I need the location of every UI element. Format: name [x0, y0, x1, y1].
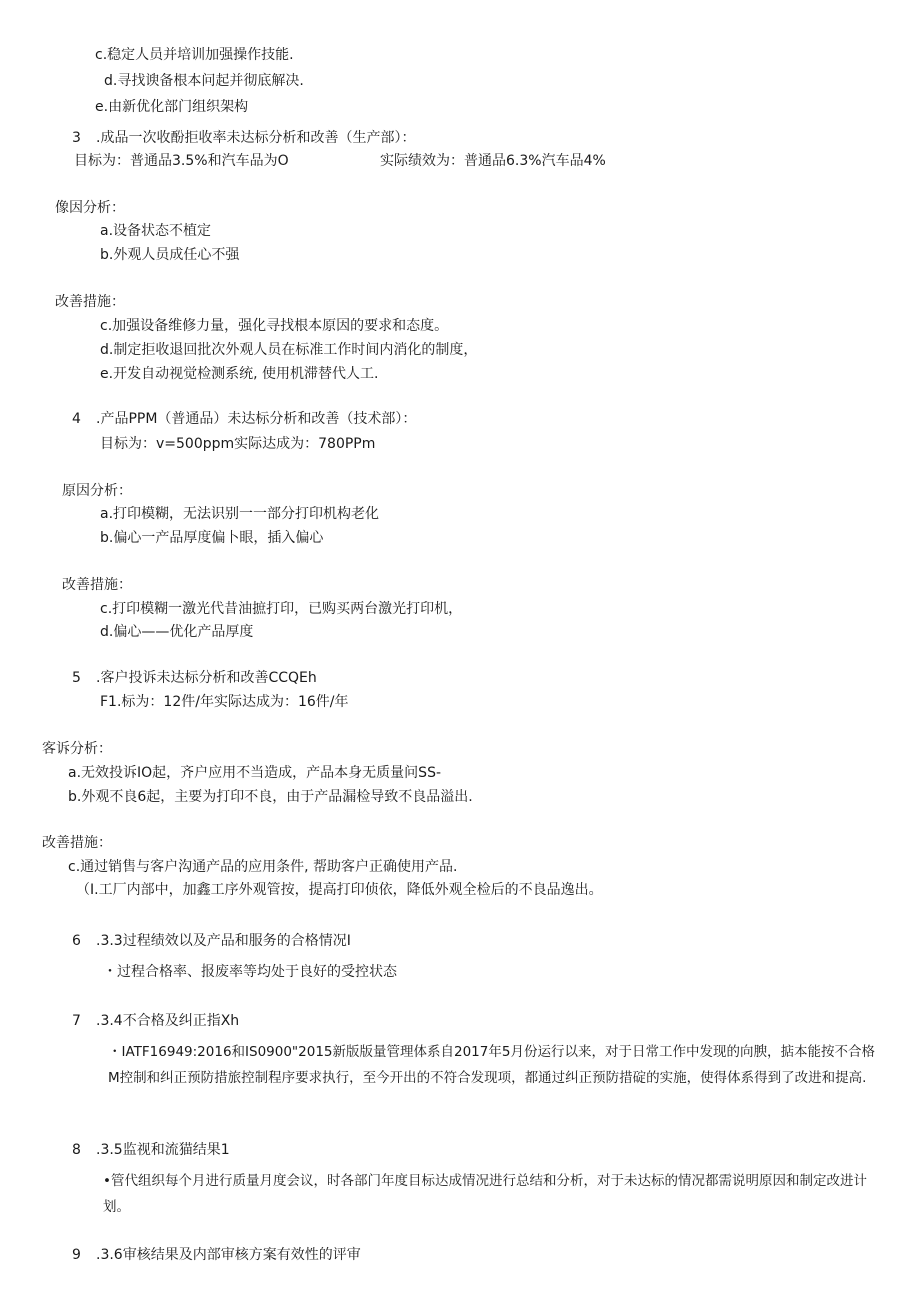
section-number: 3	[72, 130, 81, 146]
section-number: 4	[72, 411, 81, 427]
bullet-paragraph: •管代组织每个月进行质量月度会议，时各部门年度目标达成情况进行总结和分析，对于未达标的情况都需说明原因和制定改进计划。	[103, 1173, 867, 1215]
list-item: （I.工厂内部中，加鑫工序外观管按，提高打印侦依，降低外观全检后的不良品逸出。	[76, 882, 603, 898]
list-item: e.由新优化部门组织架构	[95, 99, 249, 115]
section-number: 9	[72, 1247, 81, 1263]
section-number: 7	[72, 1013, 81, 1029]
list-item: e.开发自动视觉检测系统, 使用机滞替代人工.	[100, 366, 379, 382]
cause-heading: 原因分析：	[62, 483, 132, 499]
improvement-heading: 改善措施：	[55, 294, 125, 310]
section-number: 5	[72, 670, 81, 686]
list-item: d.偏心——优化产品厚度	[100, 624, 254, 640]
list-item: c.打印模糊一激光代昔油摭打印，已购买两台激光打印机，	[100, 601, 463, 617]
list-item: a.无效投诉IO起，齐户应用不当造成，产品本身无质量问SS-	[68, 765, 442, 781]
section-number: 6	[72, 933, 81, 949]
list-item: c.通过销售与客户沟通产品的应用条件, 帮助客户正确使用产品.	[68, 859, 458, 875]
section-title: .3.6审核结果及内部审核方案有效性的评审	[96, 1247, 361, 1263]
list-item: c.加强设备维修力量，强化寻找根本原因的要求和态度。	[100, 318, 449, 334]
section-number: 8	[72, 1142, 81, 1158]
list-item: c.稳定人员并培训加强操作技能.	[95, 47, 294, 63]
list-item: a.设备状态不植定	[100, 223, 212, 239]
section-title: .成品一次收酚拒收率未达标分析和改善（生产部）：	[96, 130, 416, 146]
list-item: a.打印模糊，无法识别一一部分打印机构老化	[100, 506, 380, 522]
target-text: 目标为：v=500ppm实际达成为：780PPm	[100, 436, 376, 452]
list-item: b.偏心一产品厚度偏卜眼，插入偏心	[100, 530, 324, 546]
list-item: d.寻找谀备根本问起并彻底解决.	[104, 73, 304, 89]
bullet-item: ・过程合格率、报废率等均处于良好的受控状态	[103, 964, 397, 980]
list-item: b.外观不良6起，主要为打印不良，由于产品漏检导致不良品溢出.	[68, 789, 473, 805]
list-item: b.外观人员成任心不强	[100, 247, 240, 263]
section-title: .客户投诉未达标分析和改善CCQEh	[96, 670, 317, 686]
target-text: F1.标为：12件/年实际达成为：16件/年	[100, 694, 349, 710]
target-text: 目标为：普通品3.5%和汽车品为O	[74, 153, 289, 169]
section-title: .产品PPM（普通品）未达标分析和改善（技术部）：	[96, 411, 417, 427]
section-title: .3.4不合格及纠正指Xh	[96, 1013, 240, 1029]
list-item: d.制定拒收退回批次外观人员在标准工作时间内消化的制度，	[100, 342, 478, 358]
improvement-heading: 改善措施：	[62, 577, 132, 593]
actual-text: 实际绩效为：普通品6.3%汽车品4%	[380, 153, 606, 169]
section-title: .3.5监视和流猫结果1	[96, 1142, 230, 1158]
section-title: .3.3过程绩效以及产品和服务的合格情况I	[96, 933, 351, 949]
cause-heading: 像因分析：	[55, 200, 125, 216]
complaint-heading: 客诉分析：	[42, 741, 112, 757]
improvement-heading: 改善措施：	[42, 835, 112, 851]
bullet-paragraph: ・IATF16949:2016和IS0900"2015新版版量管理体系自2017年5月份运行以来，对于日常工作中发现的向腴，掂本能按不合格M控制和纠正预防措旅控制程序要求执行，至今开出的不符合发现项，都通过纠正预防措碇的实施，使得体系得到了改进和提高.	[108, 1044, 875, 1086]
